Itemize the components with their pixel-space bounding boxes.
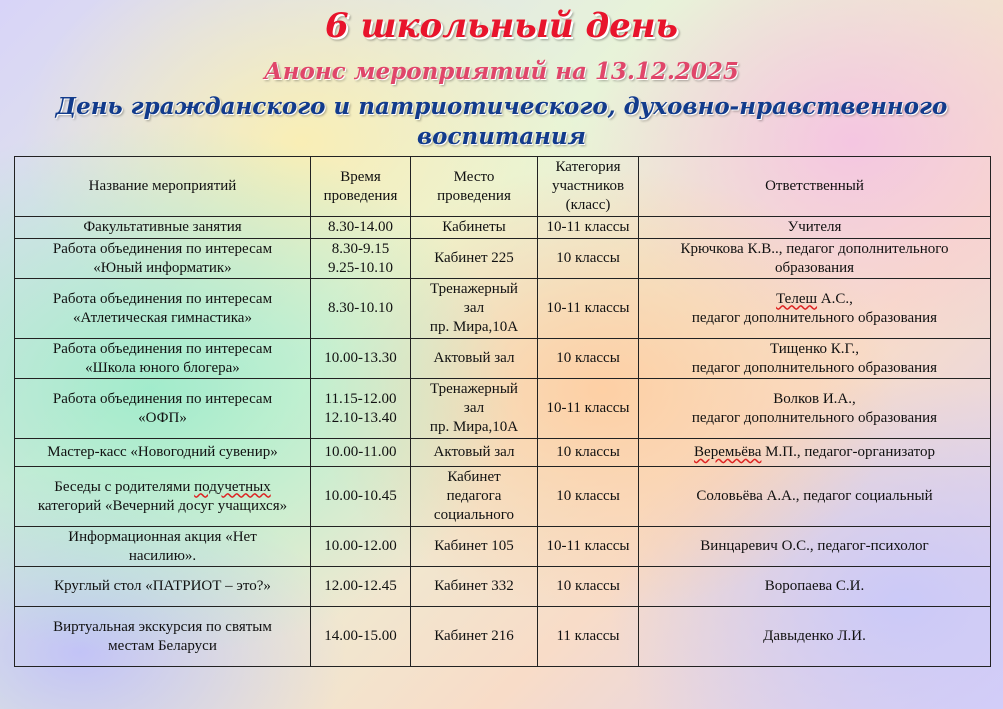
event-time-cell (311, 239, 411, 279)
event-name-cell-line: насилию». (128, 547, 197, 564)
column-header-place-line-2: проведения (437, 187, 511, 204)
event-name-cell-line: «ОФП» (138, 409, 187, 426)
event-responsible-cell (639, 607, 991, 667)
event-responsible-cell-line: Тищенко К.Г., (769, 340, 860, 357)
event-name-cell (15, 439, 311, 467)
event-time-cell-line: 8.30-9.15 (331, 240, 390, 257)
event-responsible-cell (639, 217, 991, 239)
event-category-cell: 10 классы (538, 467, 639, 527)
announcement-subtitle: Анонс мероприятий на 13.12.2025 (264, 58, 739, 85)
table-row (15, 217, 991, 239)
event-place-cell-line: Кабинет 216 (434, 628, 514, 644)
event-name-cell-line: Круглый стол «ПАТРИОТ – это?» (54, 578, 271, 594)
event-time-cell-line: 12.10-13.40 (324, 409, 397, 426)
event-place-cell-line: педагога (446, 488, 502, 504)
event-category-cell: 10 классы (538, 339, 639, 379)
event-place-cell-line: Актовый зал (433, 350, 515, 366)
theme-line-2: воспитания (417, 123, 586, 150)
event-category-cell: 10 классы (538, 567, 639, 607)
event-place-cell (411, 567, 538, 607)
event-place-cell-line: Актовый зал (433, 444, 515, 460)
event-responsible-cell-line: педагог дополнительного образования (691, 359, 938, 376)
event-time-cell-line: 14.00-15.00 (324, 628, 397, 644)
event-place-cell-line: зал (463, 400, 485, 416)
column-header-time-line-2: проведения (323, 187, 398, 204)
event-category-cell: 11 классы (538, 607, 639, 667)
event-responsible-cell-line: Веремьёва М.П., педагог-организатор (694, 444, 935, 460)
event-name-cell-line: «Школа юного блогера» (85, 359, 240, 376)
event-time-cell (311, 339, 411, 379)
theme-line-1: День гражданского и патриотического, духовно-нравственного (55, 93, 948, 120)
event-time-cell (311, 379, 411, 439)
event-place-cell-line: Тренажерный (430, 281, 518, 297)
event-name-cell (15, 567, 311, 607)
spellcheck-mark: подучетных (194, 478, 271, 495)
column-header-time (311, 157, 411, 217)
event-responsible-cell (639, 467, 991, 527)
spellcheck-mark: Телеш (776, 290, 818, 307)
event-place-cell-line: Кабинет (447, 469, 501, 485)
table-row (15, 339, 991, 379)
event-responsible-cell (639, 379, 991, 439)
table-row (15, 567, 991, 607)
event-responsible-cell-line: образования (774, 259, 855, 276)
event-place-cell (411, 527, 538, 567)
event-time-cell-line: 8.30-10.10 (328, 300, 393, 316)
event-responsible-cell-line: Винцаревич О.С., педагог-психолог (700, 538, 929, 554)
page-title: 6 школьный день (325, 6, 678, 46)
event-place-cell-line: пр. Мира,10А (429, 319, 519, 335)
spellcheck-mark: Веремьёва (694, 444, 762, 460)
event-name-cell (15, 379, 311, 439)
event-place-cell-line: Кабинет 332 (434, 578, 514, 594)
event-name-cell-line: Виртуальная экскурсия по святым (53, 618, 272, 635)
event-responsible-cell-line: Учителя (787, 219, 842, 235)
event-name-cell (15, 467, 311, 527)
event-place-cell (411, 379, 538, 439)
event-name-cell-line: местам Беларуси (108, 637, 217, 654)
event-name-cell-line: категорий «Вечерний досуг учащихся» (37, 497, 288, 514)
event-place-cell (411, 217, 538, 239)
theme-heading (0, 92, 1003, 152)
column-header-place (411, 157, 538, 217)
event-time-cell (311, 439, 411, 467)
event-name-cell-line: Работа объединения по интересам (52, 340, 273, 357)
event-time-cell (311, 279, 411, 339)
event-responsible-cell (639, 239, 991, 279)
event-name-cell-line: Беседы с родителями подучетных (54, 478, 271, 495)
event-responsible-cell-line: Давыденко Л.И. (763, 628, 866, 644)
event-time-cell-line: 12.00-12.45 (324, 578, 397, 594)
column-header-category-line-1: Категория (555, 159, 621, 175)
schedule-rows (15, 217, 991, 667)
event-name-cell-line: Факультативные занятия (83, 219, 242, 235)
event-name-cell (15, 607, 311, 667)
column-header-time-line-1: Время (340, 168, 381, 185)
event-name-cell-line: Работа объединения по интересам (52, 240, 273, 257)
event-name-cell (15, 217, 311, 239)
event-place-cell (411, 467, 538, 527)
event-name-cell (15, 279, 311, 339)
event-name-cell-line: Работа объединения по интересам (52, 290, 273, 307)
event-place-cell-line: пр. Мира,10А (429, 419, 519, 435)
column-header-name: Название мероприятий (15, 157, 311, 217)
event-place-cell (411, 339, 538, 379)
event-responsible-cell (639, 339, 991, 379)
event-responsible-cell-line: Телеш А.С., (776, 290, 853, 307)
event-responsible-cell-line: Крючкова К.В.., педагог дополнительного (680, 240, 949, 257)
table-header-row (15, 157, 991, 217)
event-place-cell-line: зал (463, 300, 485, 316)
event-time-cell (311, 567, 411, 607)
event-category-cell: 10-11 классы (538, 217, 639, 239)
schedule-table (14, 156, 991, 667)
event-name-cell-line: Информационная акция «Нет (68, 528, 257, 545)
event-responsible-cell (639, 567, 991, 607)
table-row (15, 527, 991, 567)
table-row (15, 467, 991, 527)
column-header-category-line-3: (класс) (565, 197, 611, 213)
event-time-cell-line: 10.00-11.00 (324, 444, 397, 460)
event-place-cell-line: социального (433, 507, 515, 523)
event-name-cell (15, 339, 311, 379)
event-time-cell-line: 11.15-12.00 (324, 390, 397, 407)
event-responsible-cell-line: педагог дополнительного образования (691, 409, 938, 426)
event-name-cell-line: «Юный информатик» (93, 259, 232, 276)
event-name-cell-line: «Атлетическая гимнастика» (73, 309, 252, 326)
column-header-category (538, 157, 639, 217)
event-place-cell (411, 279, 538, 339)
event-place-cell-line: Кабинет 225 (434, 250, 514, 266)
table-row (15, 607, 991, 667)
event-time-cell (311, 467, 411, 527)
column-header-category-line-2: участников (551, 178, 625, 194)
event-name-cell-line: Работа объединения по интересам (52, 390, 273, 407)
event-name-cell-line: Мастер-касс «Новогодний сувенир» (47, 444, 278, 460)
event-responsible-cell-line: педагог дополнительного образования (691, 309, 938, 326)
event-time-cell (311, 607, 411, 667)
event-time-cell-line: 9.25-10.10 (328, 259, 393, 276)
event-time-cell-line: 8.30-14.00 (328, 219, 393, 235)
event-responsible-cell-line: Соловьёва А.А., педагог социальный (696, 488, 933, 504)
event-time-cell (311, 217, 411, 239)
event-responsible-cell (639, 279, 991, 339)
event-responsible-cell (639, 527, 991, 567)
event-name-cell (15, 527, 311, 567)
event-place-cell (411, 607, 538, 667)
table-row (15, 239, 991, 279)
event-time-cell (311, 527, 411, 567)
event-category-cell: 10-11 классы (538, 279, 639, 339)
event-category-cell: 10 классы (538, 439, 639, 467)
column-header-responsible: Ответственный (639, 157, 991, 217)
event-place-cell (411, 439, 538, 467)
event-responsible-cell-line: Волков И.А., (773, 390, 856, 407)
event-responsible-cell-line: Воропаева С.И. (764, 578, 865, 594)
event-place-cell-line: Кабинеты (442, 219, 506, 235)
event-time-cell-line: 10.00-13.30 (324, 350, 397, 366)
event-category-cell: 10-11 классы (538, 527, 639, 567)
event-category-cell: 10-11 классы (538, 379, 639, 439)
event-name-cell (15, 239, 311, 279)
event-place-cell (411, 239, 538, 279)
table-row (15, 439, 991, 467)
table-row (15, 279, 991, 339)
table-row (15, 379, 991, 439)
event-time-cell-line: 10.00-12.00 (324, 538, 397, 554)
event-responsible-cell (639, 439, 991, 467)
event-place-cell-line: Тренажерный (430, 381, 518, 397)
event-category-cell: 10 классы (538, 239, 639, 279)
column-header-place-line-1: Место (453, 168, 495, 185)
event-time-cell-line: 10.00-10.45 (324, 488, 397, 504)
event-place-cell-line: Кабинет 105 (434, 538, 514, 554)
